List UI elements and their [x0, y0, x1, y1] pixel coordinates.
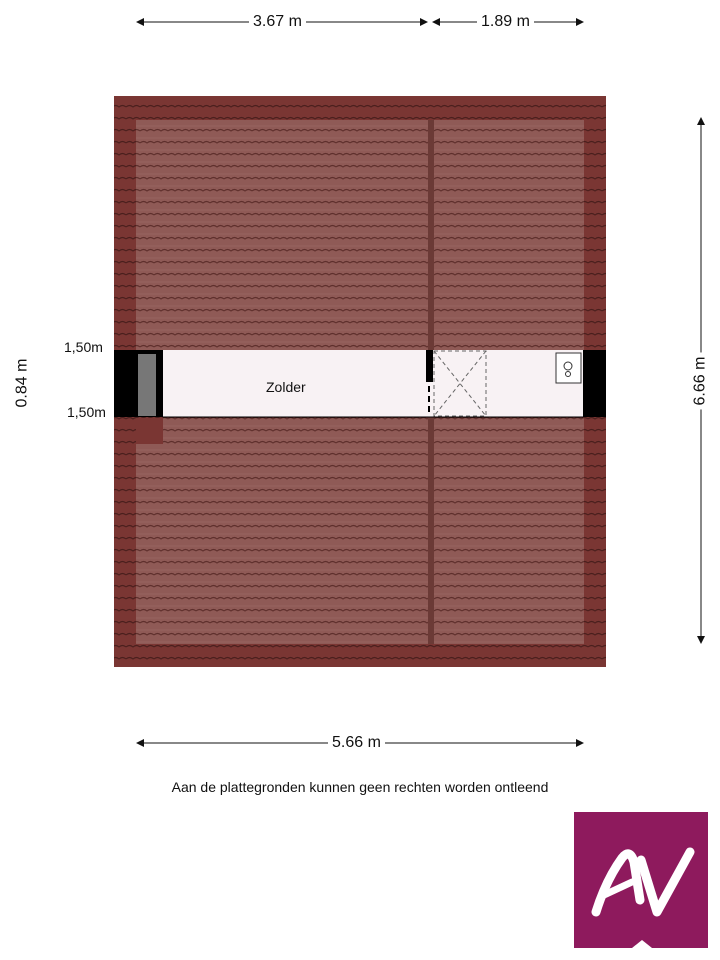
- boiler-icon: [556, 353, 581, 383]
- dim-label-top-right: 1.89 m: [477, 13, 534, 31]
- attic-floor: [114, 350, 606, 417]
- wall-left: [114, 350, 136, 417]
- dim-label-top-left: 3.67 m: [249, 13, 306, 31]
- disclaimer-text: Aan de plattegronden kunnen geen rechten worden ontleend: [171, 779, 549, 795]
- av-logo-icon: [596, 852, 690, 948]
- roof-panel-bottom-left: [136, 418, 428, 644]
- height-label-lower: 1,50m: [67, 404, 106, 420]
- roof-panel-top-left: [136, 120, 428, 350]
- roof-panel-bottom-right: [434, 418, 584, 644]
- dim-label-left: 0.84 m: [13, 358, 31, 408]
- roof-step: [136, 418, 163, 444]
- chimney-block: [138, 354, 156, 416]
- dim-label-right: 6.66 m: [691, 353, 709, 410]
- wall-right: [583, 350, 606, 417]
- roof-panel-top-right: [434, 120, 584, 350]
- dim-label-bottom: 5.66 m: [328, 734, 385, 752]
- height-label-upper: 1,50m: [64, 339, 103, 355]
- room-label-zolder: Zolder: [266, 379, 306, 395]
- wall-divider: [426, 350, 433, 382]
